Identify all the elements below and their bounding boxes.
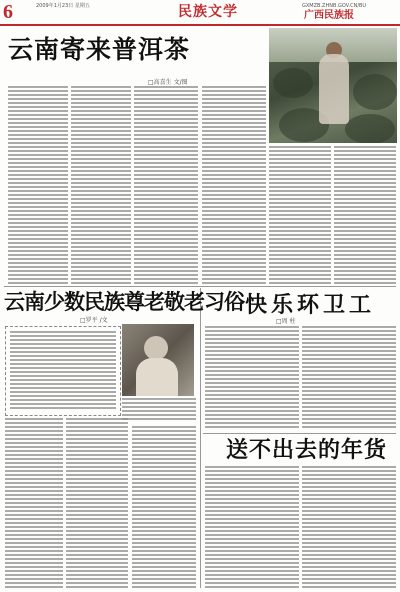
article1-title: 云南寄来普洱茶 [8, 35, 191, 64]
article1-body-col3 [134, 86, 198, 284]
article-divider [203, 433, 396, 434]
article2-body-col2 [66, 418, 128, 588]
section-title: 民族文学 [178, 4, 238, 20]
sidebar-text [10, 331, 116, 411]
article2-body-right [122, 398, 196, 422]
article3-body-col1 [205, 326, 299, 430]
article1-byline: □高喜生 文/图 [148, 79, 188, 86]
article2-byline: □罗平 /文 [80, 317, 108, 324]
header-rule [0, 24, 400, 26]
article1-body-col2 [71, 86, 131, 284]
article4-body-col1 [205, 466, 299, 588]
article1-body-col4 [202, 86, 266, 284]
article1-body-col6 [334, 146, 396, 284]
column-divider [200, 288, 201, 588]
article1-body-col1 [8, 86, 68, 284]
paper-url: GXMZB.ZHNB.GOV.CN/BU [302, 3, 367, 9]
tea-picker-photo [269, 28, 397, 143]
article2-body-col3 [132, 426, 196, 588]
article3-body-col2 [302, 326, 396, 430]
article2-sidebar [5, 326, 121, 416]
article1-body-col5 [269, 146, 331, 284]
article2-title: 云南少数民族尊老敬老习俗 [4, 289, 244, 314]
date-line: 2009年1月23日 星期五 [36, 3, 90, 9]
article3-byline: □周 柱 [276, 318, 296, 325]
article2-body-col1 [5, 418, 63, 588]
page-number: 6 [3, 1, 13, 23]
page-header [0, 0, 400, 25]
article4-body-col2 [302, 466, 396, 588]
elder-portrait-photo [122, 324, 194, 396]
paper-name: 广西民族报 [304, 10, 354, 21]
article3-title: 快乐环卫工 [245, 292, 376, 318]
article4-title: 送不出去的年货 [226, 437, 388, 463]
section-divider [4, 286, 396, 287]
